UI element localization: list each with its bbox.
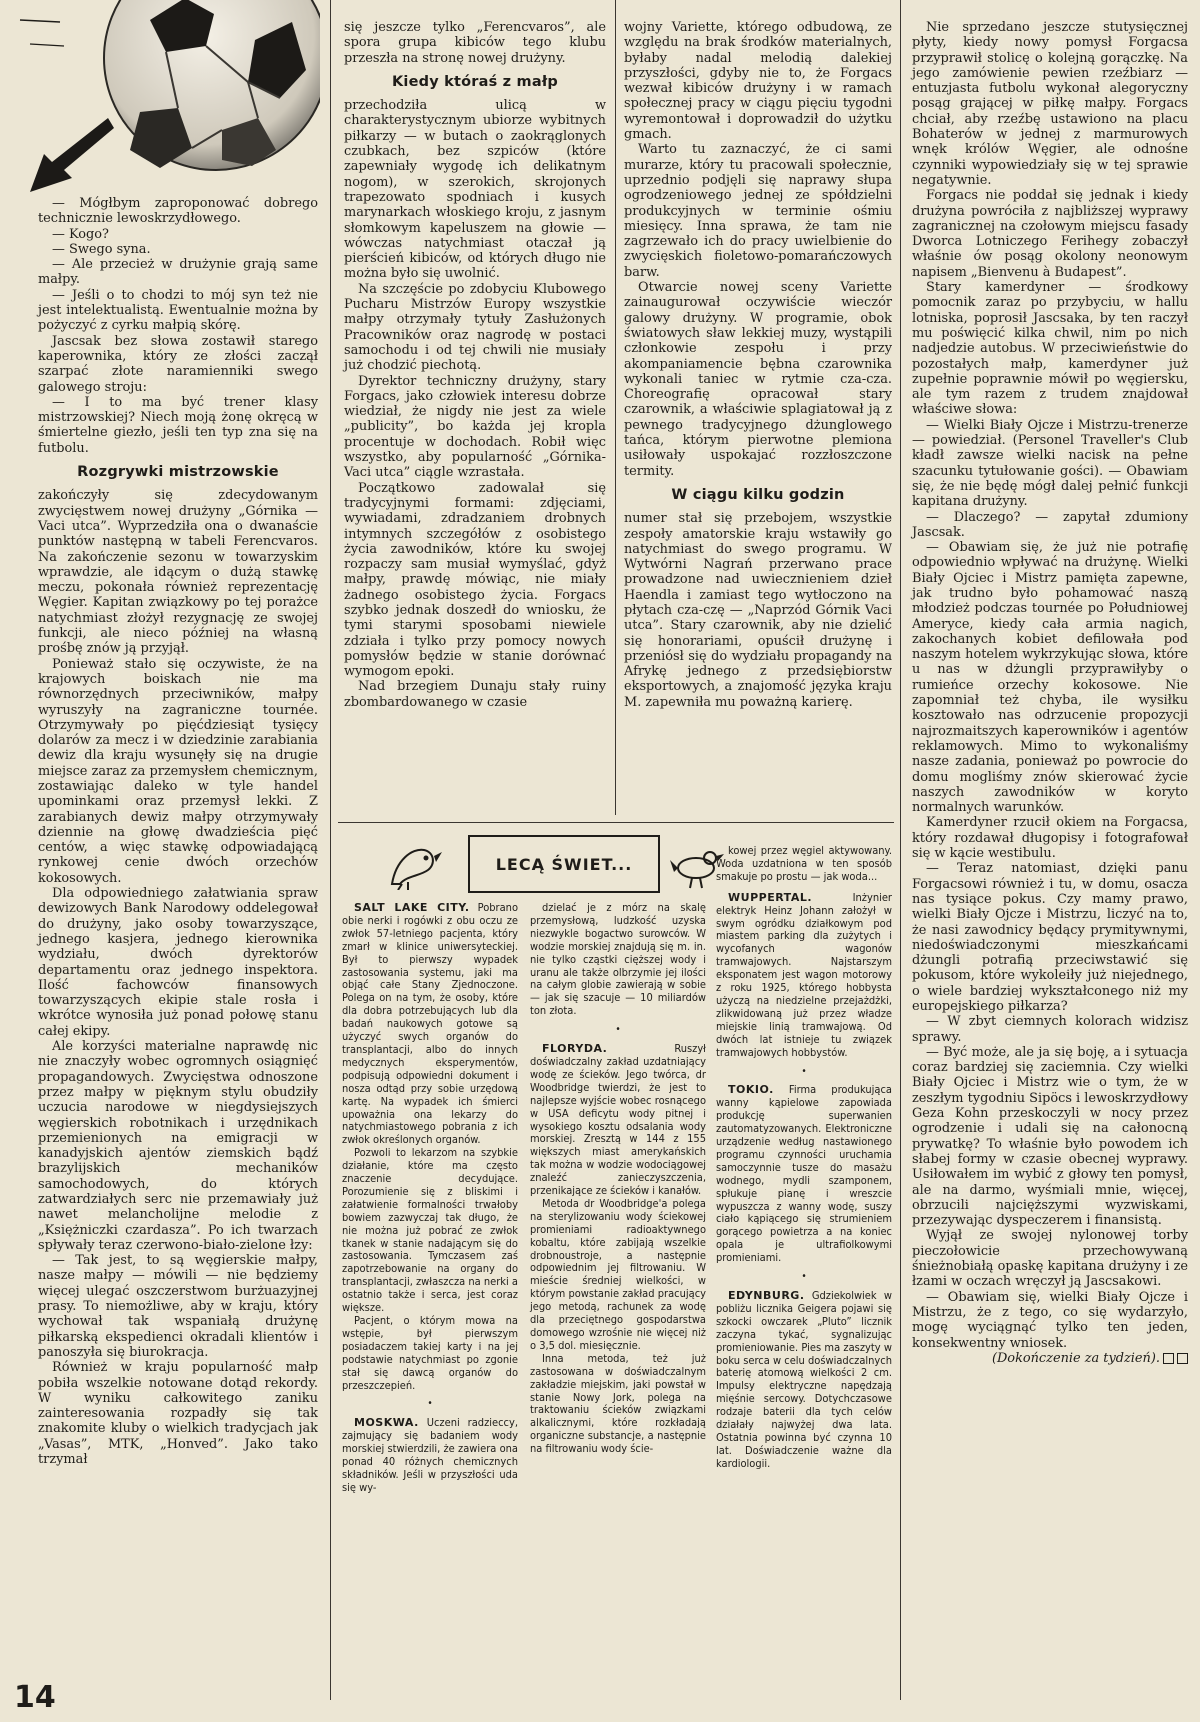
column-4 (912, 20, 1188, 1366)
paragraph: — Kogo? (52, 226, 109, 242)
paragraph: Forgacs nie poddał się jednak i kiedy drużyna powróciła z najbliższej wyprawy zagranicznej na czołowym miejscu fasady Dworca Lotniczego Ferihegy zobaczył właśnie ów posąg okolony neonowym napisem „Bienvenu à Budapest”. (912, 188, 1188, 280)
separator-star-icon: • (801, 1271, 807, 1283)
arrow-icon (22, 118, 114, 202)
news-city: WUPPERTAL. (728, 890, 813, 904)
news-city: EDYNBURG. (728, 1289, 805, 1302)
news-text: Pobrano obie nerki i rogówki z obu oczu ze zwłok 57-letniego pacjenta, który zmarł w klinice uniwersyteckiej. Był to pierwszy wypadek zastosowania systemu, jaki ma objąć całe Stany Zjednoczone. Polega on na tym, że osoby, które dla dobra potrzebujących lub dla badań naukowych gotowe są użyczyć swych organów do transplantacji, albo do innych medycznych eksperymentów, podpisują odpowiedni dokument i nosza odtąd przy sobie urzędową kartę. Na wypadek ich śmierci upoważnia ona lekarzy do natychmiastowego pobrania z ich zwłok określonych organów. (342, 901, 518, 1147)
news-text: Pozwoli to lekarzom na szybkie działanie, które ma często znaczenie decydujące. Porozumienie się z bliskimi i załatwienie formalności trwałoby bowiem zazwyczaj tak długo, że nie można już pobrać ze zwłok tkanek w stanie nadającym się do zastosowania. Tymczasem zaś zapotrzebowanie na organy do transplantacji, zwłaszcza na nerki a ostatnio także i serca, jest coraz większe. (342, 1146, 518, 1315)
paragraph: zakończyły się zdecydowanym zwycięstwem nowej drużyny „Górnika — Vaci utca”. Wyprzedziła ona o dwanaście punktów następną w tabeli Ferencvaros. Na zakończenie sezonu w towarzyskim wprawdzie, ale idącym o dużą stawkę meczu, pokonała również reprezentację Węgier. Kapitan związkowy po tej porażce natychmiast złożył rezygnację ze swojej funkcji, ale nieco później na własną prośbę znów ją przyjął. (38, 488, 318, 657)
paragraph: — Jeśli o to chodzi to mój syn też nie jest intelektualistą. Ewentualnie można by pożyczyć z cyrku małpią skórę. (38, 287, 318, 334)
paragraph: wojny Variette, którego odbudową, ze względu na brak środków materialnych, byłaby nadal melodią dalekiej przyszłości, gdyby nie to, że Forgacs wezwał kibiców drużyny i w ramach społecznej pracy w ciągu pięciu tygodni wyremontował i doprowadził do użytku gmach. (624, 20, 892, 143)
paragraph: Nad brzegiem Dunaju stały ruiny zbombardowanego w czasie (344, 679, 606, 710)
news-city: MOSKWA. (354, 1416, 419, 1430)
end-mark-icon (1163, 1353, 1174, 1364)
section-heading: W ciągu kilku godzin (671, 486, 845, 503)
paragraph: przechodziła ulicą w charakterystycznym ubiorze wybitnych piłkarzy — w butach o zaokrąglonych czubkach, bez szpiców (które zapewniały wygodę ich delikatnym nogom), w szerokich, skrojonych trapezowato spodniach i kusych marynarkach włoskiego kroju, z jasnym słomkowym kapeluszem na głowie — wówczas natychmiast otaczał ją pierścień kibiców, od których długo nie można było się uwolnić. (344, 98, 606, 282)
section-heading: Kiedy któraś z małp (391, 73, 558, 90)
paragraph: Stary kamerdyner — środkowy pomocnik zaraz po przybyciu, w hallu lotniska, poprosił Jascsaka, by ten raczył mu poświęcić kilka chwil, nim po nich nadjedzie autobus. W przeciwieństwie do pozostałych małp, kamerdyner już zupełnie poprawnie mówił po węgiersku, ale tym razem z trudem znajdował właściwe słowa: (912, 280, 1188, 418)
news-column-a (342, 902, 518, 1495)
paragraph: Ale korzyści materialne naprawdę nic nie znaczyły wobec ogromnych osiągnięć propagandowych. Zwycięstwa odnoszone przez małpy w pięknym stylu obudziły uczucia narodowe w niegdysiejszych węgierskich robotnikach i urzędnikach przemienionych na emigracji w kanadyjskich ajentów ziemskich bądź brazylijskich mechaników samochodowych, do których zatwardziałych serc nie przemawiały już nawet melancholijne melodie z „Księżniczki czardasza”. Po ich twarzach spływały teraz czerwono-biało-zielone łzy: (38, 1039, 318, 1253)
column-2 (344, 20, 606, 710)
paragraph: Dla odpowiedniego załatwiania spraw dewizowych Bank Narodowy oddelegował do drużyny, jako osoby towarzyszące, jednego kasjera, jednego kierownika wydziału, dwóch dyrektorów departamentu oraz jednego inspektora. Ilość fachowców finansowych towarzyszących ekipie stale rosła i wkrótce wynosiła już ponad połowę stanu całej ekipy. (38, 886, 318, 1039)
news-text: Inżynier elektryk Heinz Johann założył w swym ogródku działkowym pod miastem parking dla zużytych i wycofanych wagonów tramwajowych. Najstarszym eksponatem jest wagon motorowy z roku 1925, którego hobbysta użyczą na niedzielne przejażdżki, zlikwidowaną już przez władze miejskie linią tramwajową. Od dwóch lat istnieje tu związek tramwajowych hobbystów. (716, 890, 892, 1059)
section-heading: Rozgrywki mistrzowskie (77, 464, 279, 481)
column-divider (330, 0, 331, 1700)
paragraph: Kamerdyner rzucił okiem na Forgacsa, który rozdawał długopisy i fotografował się w kącie westibulu. (912, 815, 1188, 862)
news-text: Inna metoda, też już zastosowana w doświadczalnym zakładzie miejskim, jaki powstał w stanie Nowy Jork, polega na traktowaniu ścieków związkami alkalicznymi, które rozkładają organiczne substancje, a następnie na filtrowaniu wody ście- (530, 1351, 706, 1456)
paragraph: Również w kraju popularność małp pobiła wszelkie notowane dotąd rekordy. W wyniku całkowitego zaniku zainteresowania rozpadły się tak znakomite kluby o wielkich tradycjach jak „Vasas”, MTK, „Honved”. Jako tako trzymał (38, 1360, 318, 1468)
news-text: dzielać je z mórz na skalę przemysłową, ludzkość uzyska niezwykle bogactwo surowców. W wodzie morskiej znajdują się m. in. nie tylko cząstki cięższej wody i uranu ale także olbrzymie jej ilości na całym globie zawierają w sobie — jak się szacuje — 10 miliardów ton złota. (530, 901, 706, 1018)
paragraph: — Mógłbym zaproponować dobrego technicznie lewoskrzydłowego. (38, 196, 318, 227)
paragraph: — Tak jest, to są węgierskie małpy, nasze małpy — mówili — nie będziemy więcej ulegać oszczerstwom burżuazyjnej prasy. To niemożliwe, aby w kraju, który wychował tak wspaniałą drużynę piłkarską ekspedienci okradali klientów i panoszyła się biurokracja. (38, 1253, 318, 1360)
news-text: Ruszył doświadczalny zakład uzdatniający wodę ze ścieków. Jego twórca, dr Woodbridge twierdzi, że jest to najlepsze wyjście wobec rosnącego w USA deficytu wody pitnej i wysokiego kosztu odsalania wody morskiej. Zresztą w 144 z 155 większych miast amerykańskich tak można w wodzie wodociągowej znaleźć zanieczyszczenia, przenikające ze ścieków i kanałów. (530, 1042, 706, 1198)
paragraph: Warto tu zaznaczyć, że ci sami murarze, który tu pracowali społecznie, uprzednio podjęli się naprawy słupa ogrodzeniowego jednej ze spółdzielni produkcyjnych w terminie ośmiu miesięcy. Inna sprawa, że tam nie zagrzewało ich do pracy uwielbienie do zwycięskich fioletowo-pomarańczowych barw. (624, 142, 892, 280)
news-text: Firma produkująca wanny kąpielowe zapowiada produkcję superwanien zautomatyzowanych. Elektroniczne urządzenie według nastawionego programu czynności uruchamia samoczynnie tusze do masażu wodnego, mydli szamponem, spłukuje pianę i wreszcie wypuszcza z wanny wodę, suszy ciało kąpiącego się strumieniem gorącego powietrza a na koniec opala je ultrafiolkowymi promieniami. (716, 1083, 892, 1265)
paragraph: Wyjął ze swojej nylonowej torby pieczołowicie przechowywaną śnieżnobiałą opaskę kapitana drużyny i ze łzami w oczach wręczył ją Jascsakowi. (912, 1228, 1188, 1290)
news-text: Gdziekolwiek w pobliżu licznika Geigera pojawi się szkocki owczarek „Pluto” licznik zaczyna tykać, sygnalizując promieniowanie. Pies ma zaszyty w boku serca w celu doświadczalnych baterię atomową wielkości 2 cm. Impulsy elektryczne napędzają mięśnie sercowy. Dotychczasowe rodzaje baterii dla tych celów działały najwyżej dwa lata. Ostatnia powinna być czynna 10 lat. Doświadczenie ważne dla kardiologii. (716, 1289, 892, 1470)
news-top-rule (338, 822, 894, 823)
paragraph: Na szczęście po zdobyciu Klubowego Pucharu Mistrzów Europy wszystkie małpy otrzymały tytuły Zasłużonych Pracowników oraz nagrodę w postaci samochodu i od tej chwili nie musiały już chodzić piechotą. (344, 281, 606, 374)
column-divider (900, 0, 901, 1700)
paragraph: — W zbyt ciemnych kolorach widzisz sprawy. (912, 1014, 1188, 1045)
paragraph: Dyrektor techniczny drużyny, stary Forgacs, jako człowiek interesu dobrze wiedział, że nigdy nie jest za wiele „publicity”, bo każda jej kropla procentuje w dochodach. Robił więc wszystko, aby popularność „Górnika-Vaci utca” ciągle wzrastała. (344, 373, 606, 481)
paragraph: Otwarcie nowej sceny Variette zainaugurował oczywiście wieczór galowy drużyny. W programie, obok światowych sław lekkiej muzy, wystąpili członkowie zespołu i przy akompaniamencie bębna czarownika wykonali taniec w rytmie cza-cza. Choreografię opracował stary czarownik, a właściwie splagiatował ją z pewnego tradycyjnego dżunglowego tańca, którym pierwotne plemiona usiłowały uspokajać rozzłoszczone termity. (624, 280, 892, 479)
news-text: Pacjent, o którym mowa na wstępie, był pierwszym posiadaczem takiej karty i na jej podstawie natychmiast po zgonie stał się dawcą organów do przeszczepień. (342, 1314, 518, 1392)
paragraph: — Wielki Biały Ojcze i Mistrzu-trenerze — powiedział. (Personel Traveller's Club kładł zawsze wielki nacisk na pełne szacunku tytułowanie gości). — Obawiam się, że nie będę mógł dalej pełnić funkcji kapitana drużyny. (912, 417, 1188, 510)
column-1 (38, 196, 318, 1467)
end-mark-icon (1177, 1353, 1188, 1364)
news-text: kowej przez węgiel aktywowany. Woda uzdatniona w ten sposób smakuje po prostu — jak woda... (716, 844, 892, 883)
news-column-c (716, 845, 892, 1471)
news-city: TOKIO. (728, 1083, 774, 1097)
news-city: SALT LAKE CITY. (354, 901, 470, 914)
separator-star-icon: • (615, 1024, 621, 1036)
paragraph: Ponieważ stało się oczywiste, że na krajowych boiskach nie ma równorzędnych przeciwników, małpy wyruszyły na zagraniczne tournée. Otrzymywały po pięćdziesiąt tysięcy dolarów za mecz i w dziedzinie zarabiania dewiz dla kraju wysunęły się na drugie miejsce zaraz za przemysłem chemicznym, zostawiając daleko w tyle handel upominkami oraz przemysł lekki. Z zarabianych dewiz małpy otrzymywały dziennie na głowę dwadzieścia pięć centów, a więc stawkę odpowiadającą rynkowej cenie dwóch orzechów kokosowych. (38, 656, 318, 886)
paragraph: — Obawiam się, że już nie potrafię odpowiednio wpływać na drużynę. Wielki Biały Ojciec i Mistrz pamięta zapewne, jak trudno było pohamować naszą młodzież podczas tournée po Południowej Ameryce, kiedy cała armia nagich, zakochanych kobiet defilowała pod naszym hotelem wykrzykując słowa, które u nas w dżungli przyprawiłyby o rumieńce orzechy kokosowe. Nie zapomniał też chyba, ile wysiłku kosztowało nas odrzucenie propozycji najrozmaitszych kaperowników i agentów reklamowych. Mimo to wykonaliśmy nasze zadania, ponieważ po powrocie do domu mogliśmy znów skierować życie naszych zawodników w koryto normalnych warunków. (912, 540, 1188, 816)
paragraph: — Dlaczego? — zapytał zdumiony Jascsak. (912, 509, 1188, 540)
continuation-text: (Dokończenie za tydzień). (991, 1350, 1160, 1366)
separator-star-icon: • (427, 1398, 433, 1410)
paragraph: Początkowo zadowalał się tradycyjnymi formami: zdjęciami, wywiadami, zdradzaniem drobnych intymnych szczegółów z osobistego życia zawodników, które ku swojej rozpaczy sam musiał wymyślać, gdyż małpy, prawdę mówiąc, nie miały żadnego osobistego życia. Forgacs szybko jednak doszedł do wniosku, że tymi starymi sposobami niewiele zdziała i tylko przy pomocy nowych pomysłów będzie w stanie dorównać wymogom epoki. (344, 480, 606, 680)
column-divider (615, 0, 616, 815)
news-column-b (530, 902, 706, 1456)
column-3 (624, 20, 892, 710)
paragraph: się jeszcze tylko „Ferencvaros”, ale spora grupa kibiców tego klubu przeszła na stronę nowej drużyny. (344, 20, 606, 66)
news-text: Uczeni radzieccy, zajmujący się badaniem wody morskiej stwierdzili, że zawiera ona ponad 40 różnych chemicznych składników. Jeśli w przyszłości uda się wy- (342, 1416, 518, 1494)
bird-left-icon (382, 840, 442, 894)
paragraph: — Ale przecież w drużynie grają same małpy. (38, 257, 318, 288)
news-box-title (468, 835, 660, 893)
news-box-title-text: LECĄ ŚWIET... (495, 854, 633, 874)
paragraph: — Swego syna. (52, 241, 151, 257)
paragraph: — I to ma być trener klasy mistrzowskiej? Niech moją żonę okręcą w śmiertelne giezło, jeśli ten typ zna się na futbolu. (38, 394, 318, 456)
paragraph: — Obawiam się, wielki Biały Ojcze i Mistrzu, że z tego, co się wydarzyło, mogę wyciągnąć tylko ten jeden, konsekwentny wniosek. (912, 1289, 1188, 1351)
paragraph: — Być może, ale ja się boję, a i sytuacja coraz bardziej się zaciemnia. Czy wielki Biały Ojciec i Mistrz wie o tym, że w zeszłym tygodniu Sipöcs i lewoskrzydłowy Geza Kohn przeskoczyli w nocy przez ogrodzenie i udali się na całonocną prywatkę? To właśnie było powodem ich słabej formy w czasie obecnej wyprawy. Usiłowałem im wybić z głowy ten pomysł, ale na darmo, wyśmiali mnie, więcej, obrzucili najcięższymi wyzwiskami, przezywając dyspeczerem i finansistą. (912, 1044, 1188, 1229)
continuation-note (912, 1351, 1188, 1366)
separator-star-icon: • (801, 1065, 807, 1077)
news-city: FLORYDA. (542, 1042, 608, 1056)
news-text: Metoda dr Woodbridge'a polega na sterylizowaniu wody ściekowej promieniami radioaktywnego kobaltu, które zabijają wszelkie drobnoustroje, a następnie odpowiednim jej filtrowaniu. W mieście średniej wielkości, w którym powstanie zakład pracujący jego metodą, rachunek za wodę dla przeciętnego gospodarstwa domowego wzrośnie nie więcej niż o 3,5 dol. miesięcznie. (530, 1196, 706, 1352)
paragraph: — Teraz natomiast, dzięki panu Forgacsowi również i tu, w domu, osacza nas tysiące pokus. Czy mamy prawo, wielki Biały Ojcze i Mistrzu, liczyć na to, że nasi zawodnicy będący prymitywnymi, niedoświadczonymi mieszkańcami dżungli potrafią przeciwstawić się pokusom, które wykoleiły już niejednego, o wiele bardziej wykształconego niż my europejskiego piłkarza? (912, 861, 1188, 1014)
paragraph: Jascsak bez słowa zostawił starego kaperownika, który ze złości zaczął szarpać złote naramienniki swego galowego stroju: (38, 333, 318, 395)
paragraph: numer stał się przebojem, wszystkie zespoły amatorskie kraju wstawiły go natychmiast do swego programu. W Wytwórni Nagrań przerwano prace prowadzone nad uwiecznieniem dzieł Haendla i zamiast tego wytłoczono na płytach cza-czę — „Naprzód Górnik Vaci utca”. Stary czarownik, aby nie dzielić się honorariami, opuścił drużynę i przeniósł się do wydziału propagandy na Afrykę jednego z przedsiębiorstw eksportowych, a znajomość języka kraju M. zapewniła mu poważną karierę. (624, 511, 892, 710)
paragraph: Nie sprzedano jeszcze stutysięcznej płyty, kiedy nowy pomysł Forgacsa przyprawił stolicę o kolejną gorączkę. Na jego zamówienie pewien rzeźbiarz — entuzjasta futbolu wykonał alegoryczny posąg grającej w piłkę małpy. Forgacs chciał, aby rzeźbę ustawiono na placu Bohaterów w jednej z marmurowych wnęk królów Węgier, ale odnośne czynniki wypowiedziały się w tej sprawie negatywnie. (912, 20, 1188, 188)
page-number: 14 (14, 1680, 56, 1715)
